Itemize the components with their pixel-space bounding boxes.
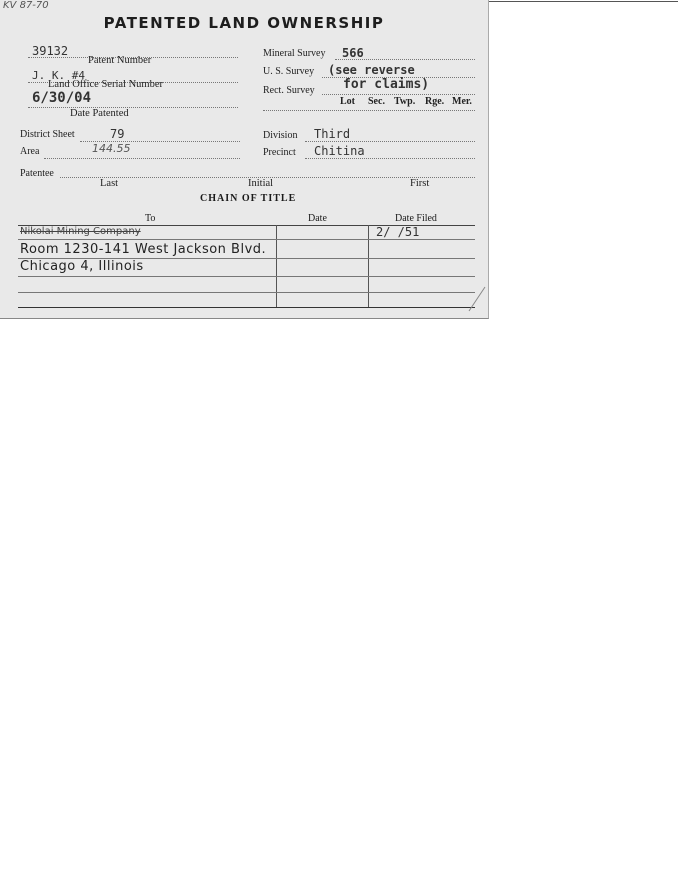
patentee-first-label: First [410,178,430,189]
chain-of-title-heading: CHAIN OF TITLE [200,193,297,204]
date-patented-label: Date Patented [70,108,129,119]
col-to-header: To [145,213,156,224]
district-sheet-label: District Sheet [20,129,75,140]
mineral-survey-label: Mineral Survey [263,48,326,59]
rect-survey-line [322,94,475,95]
rect-survey-label: Rect. Survey [263,85,315,96]
serial-value: J. K. #4 [32,69,85,82]
mer-label: Mer. [452,96,472,107]
date-patented-value: 6/30/04 [32,90,92,106]
precinct-line [305,158,475,159]
precinct-value: Chitina [314,144,365,158]
patentee-label: Patentee [20,168,54,179]
row-rule-3 [18,276,475,277]
serial-label: Land Office Serial Number [48,79,163,90]
col-divider-2 [368,225,369,307]
col-date-filed-header: Date Filed [395,213,437,224]
chain-row-3-to: Chicago 4, Illinois [20,259,144,274]
us-survey-label: U. S. Survey [263,66,315,77]
district-sheet-value: 79 [110,127,125,141]
sec-label: Sec. [368,96,385,107]
area-label: Area [20,146,40,157]
row-rule-1 [18,239,475,240]
rect-survey-value: for claims) [343,77,430,92]
chain-row-1-to: Nikolai Mining Company [20,226,141,237]
card-corner-fold [465,285,487,315]
precinct-label: Precinct [263,147,296,158]
mineral-survey-value: 566 [342,46,364,60]
patentee-initial-label: Initial [248,178,274,189]
ownership-card [0,0,489,319]
col-divider-1 [276,225,277,307]
division-label: Division [263,130,298,141]
rge-label: Rge. [425,96,445,107]
col-date-header: Date [308,213,327,224]
twp-label: Twp. [394,96,416,107]
area-value: 144.55 [92,142,131,155]
row-rule-4 [18,292,475,293]
area-line [44,158,240,159]
chain-row-2-to: Room 1230-141 West Jackson Blvd. [20,242,267,257]
row-rule-5 [18,307,475,308]
us-survey-value: (see reverse [328,63,415,77]
patent-number-label: Patent Number [88,55,152,66]
date-patented-line [28,107,238,108]
division-value: Third [314,127,351,141]
lot-label: Lot [340,96,355,107]
division-line [305,141,475,142]
lot-line [263,110,475,111]
corner-note: KV 87-70 [3,0,49,11]
chain-row-1-filed: 2/ /51 [376,225,420,239]
patentee-last-label: Last [100,178,119,189]
patent-number-value: 39132 [32,44,69,58]
card-title: PATENTED LAND OWNERSHIP [103,14,385,32]
